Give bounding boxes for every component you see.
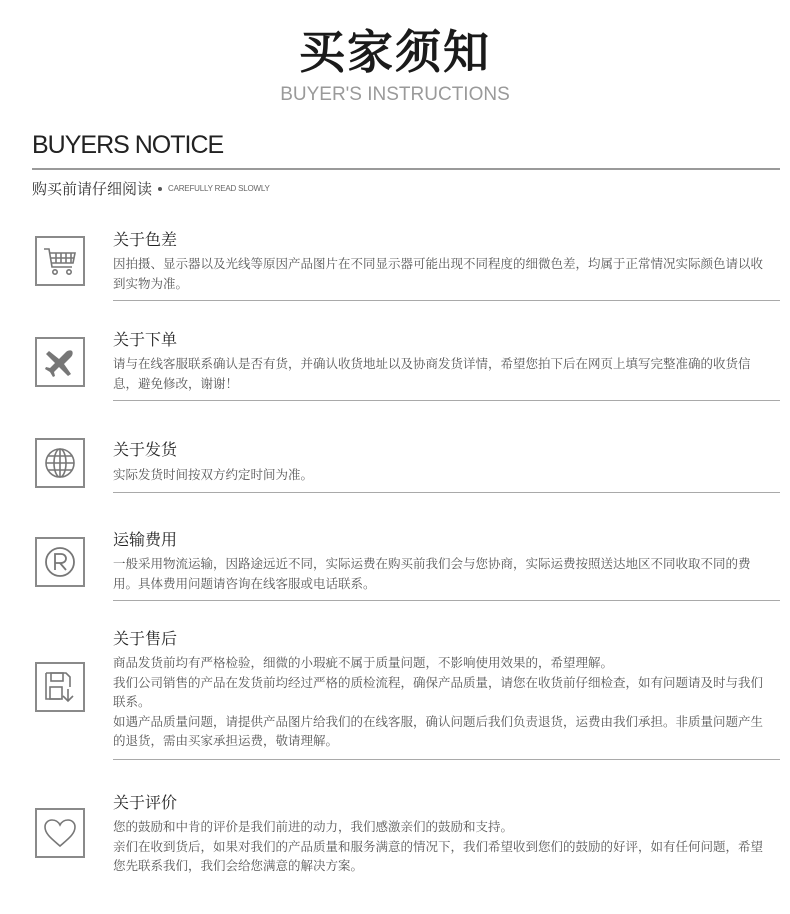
item-paragraph: 实际发货时间按双方约定时间为准。 [113, 467, 314, 482]
item-divider [113, 759, 780, 760]
item-paragraph: 您的鼓励和中肯的评价是我们前进的动力，我们感激亲们的鼓励和支持。 [113, 819, 514, 834]
item-body [113, 254, 768, 293]
item-title: 关于下单 [113, 330, 178, 349]
notice-subtitle: 购买前请仔细阅读 [32, 180, 153, 198]
shopping-cart-icon [35, 236, 85, 286]
page-title: 买家须知 [299, 25, 491, 79]
notice-subtitle-en: CAREFULLY READ SLOWLY [168, 184, 270, 193]
notice-subheading [32, 178, 270, 199]
notice-heading: BUYERS NOTICE [32, 131, 224, 159]
save-download-icon [35, 662, 85, 712]
item-title: 关于发货 [113, 440, 178, 459]
item-body [113, 465, 768, 485]
item-paragraph: 一般采用物流运输，因路途远近不同，实际运费在购买前我们会与您协商，实际运费按照送达地区不同收取不同的费用。具体费用问题请咨询在线客服或电话联系。 [113, 556, 751, 591]
notice-divider [32, 168, 780, 170]
item-title: 关于评价 [113, 793, 178, 812]
item-divider [113, 400, 780, 401]
item-paragraph: 请与在线客服联系确认是否有货，并确认收货地址以及协商发货详情，希望您拍下后在网页上填写完整准确的收货信息，避免修改，谢谢！ [113, 356, 751, 391]
heart-icon [35, 808, 85, 858]
item-divider [113, 600, 780, 601]
bullet-dot [158, 187, 162, 191]
item-paragraph: 商品发货前均有严格检验，细微的小瑕疵不属于质量问题，不影响使用效果的，希望理解。 [113, 655, 614, 670]
item-body [113, 354, 768, 393]
globe-icon [35, 438, 85, 488]
item-title: 关于售后 [113, 629, 178, 648]
registered-icon [35, 537, 85, 587]
item-title: 运输费用 [113, 530, 178, 549]
airplane-icon [35, 337, 85, 387]
item-divider [113, 492, 780, 493]
item-divider [113, 300, 780, 301]
item-body [113, 653, 768, 751]
item-body [113, 817, 768, 876]
item-body [113, 554, 768, 593]
item-paragraph: 因拍摄、显示器以及光线等原因产品图片在不同显示器可能出现不同程度的细微色差，均属于正常情况实际颜色请以收到实物为准。 [113, 256, 764, 291]
item-paragraph: 亲们在收到货后，如果对我们的产品质量和服务满意的情况下，我们希望收到您们的鼓励的好评，如有任何问题，希望您先联系我们，我们会给您满意的解决方案。 [113, 838, 764, 873]
item-paragraph: 如遇产品质量问题，请提供产品图片给我们的在线客服，确认问题后我们负责退货，运费由我们承担。非质量问题产生的退货，需由买家承担运费，敬请理解。 [113, 713, 764, 748]
page-subtitle: BUYER'S INSTRUCTIONS [280, 84, 510, 105]
item-paragraph: 我们公司销售的产品在发货前均经过严格的质检流程，确保产品质量，请您在收货前仔细检查，如有问题请及时与我们联系。 [113, 674, 764, 709]
item-title: 关于色差 [113, 230, 178, 249]
